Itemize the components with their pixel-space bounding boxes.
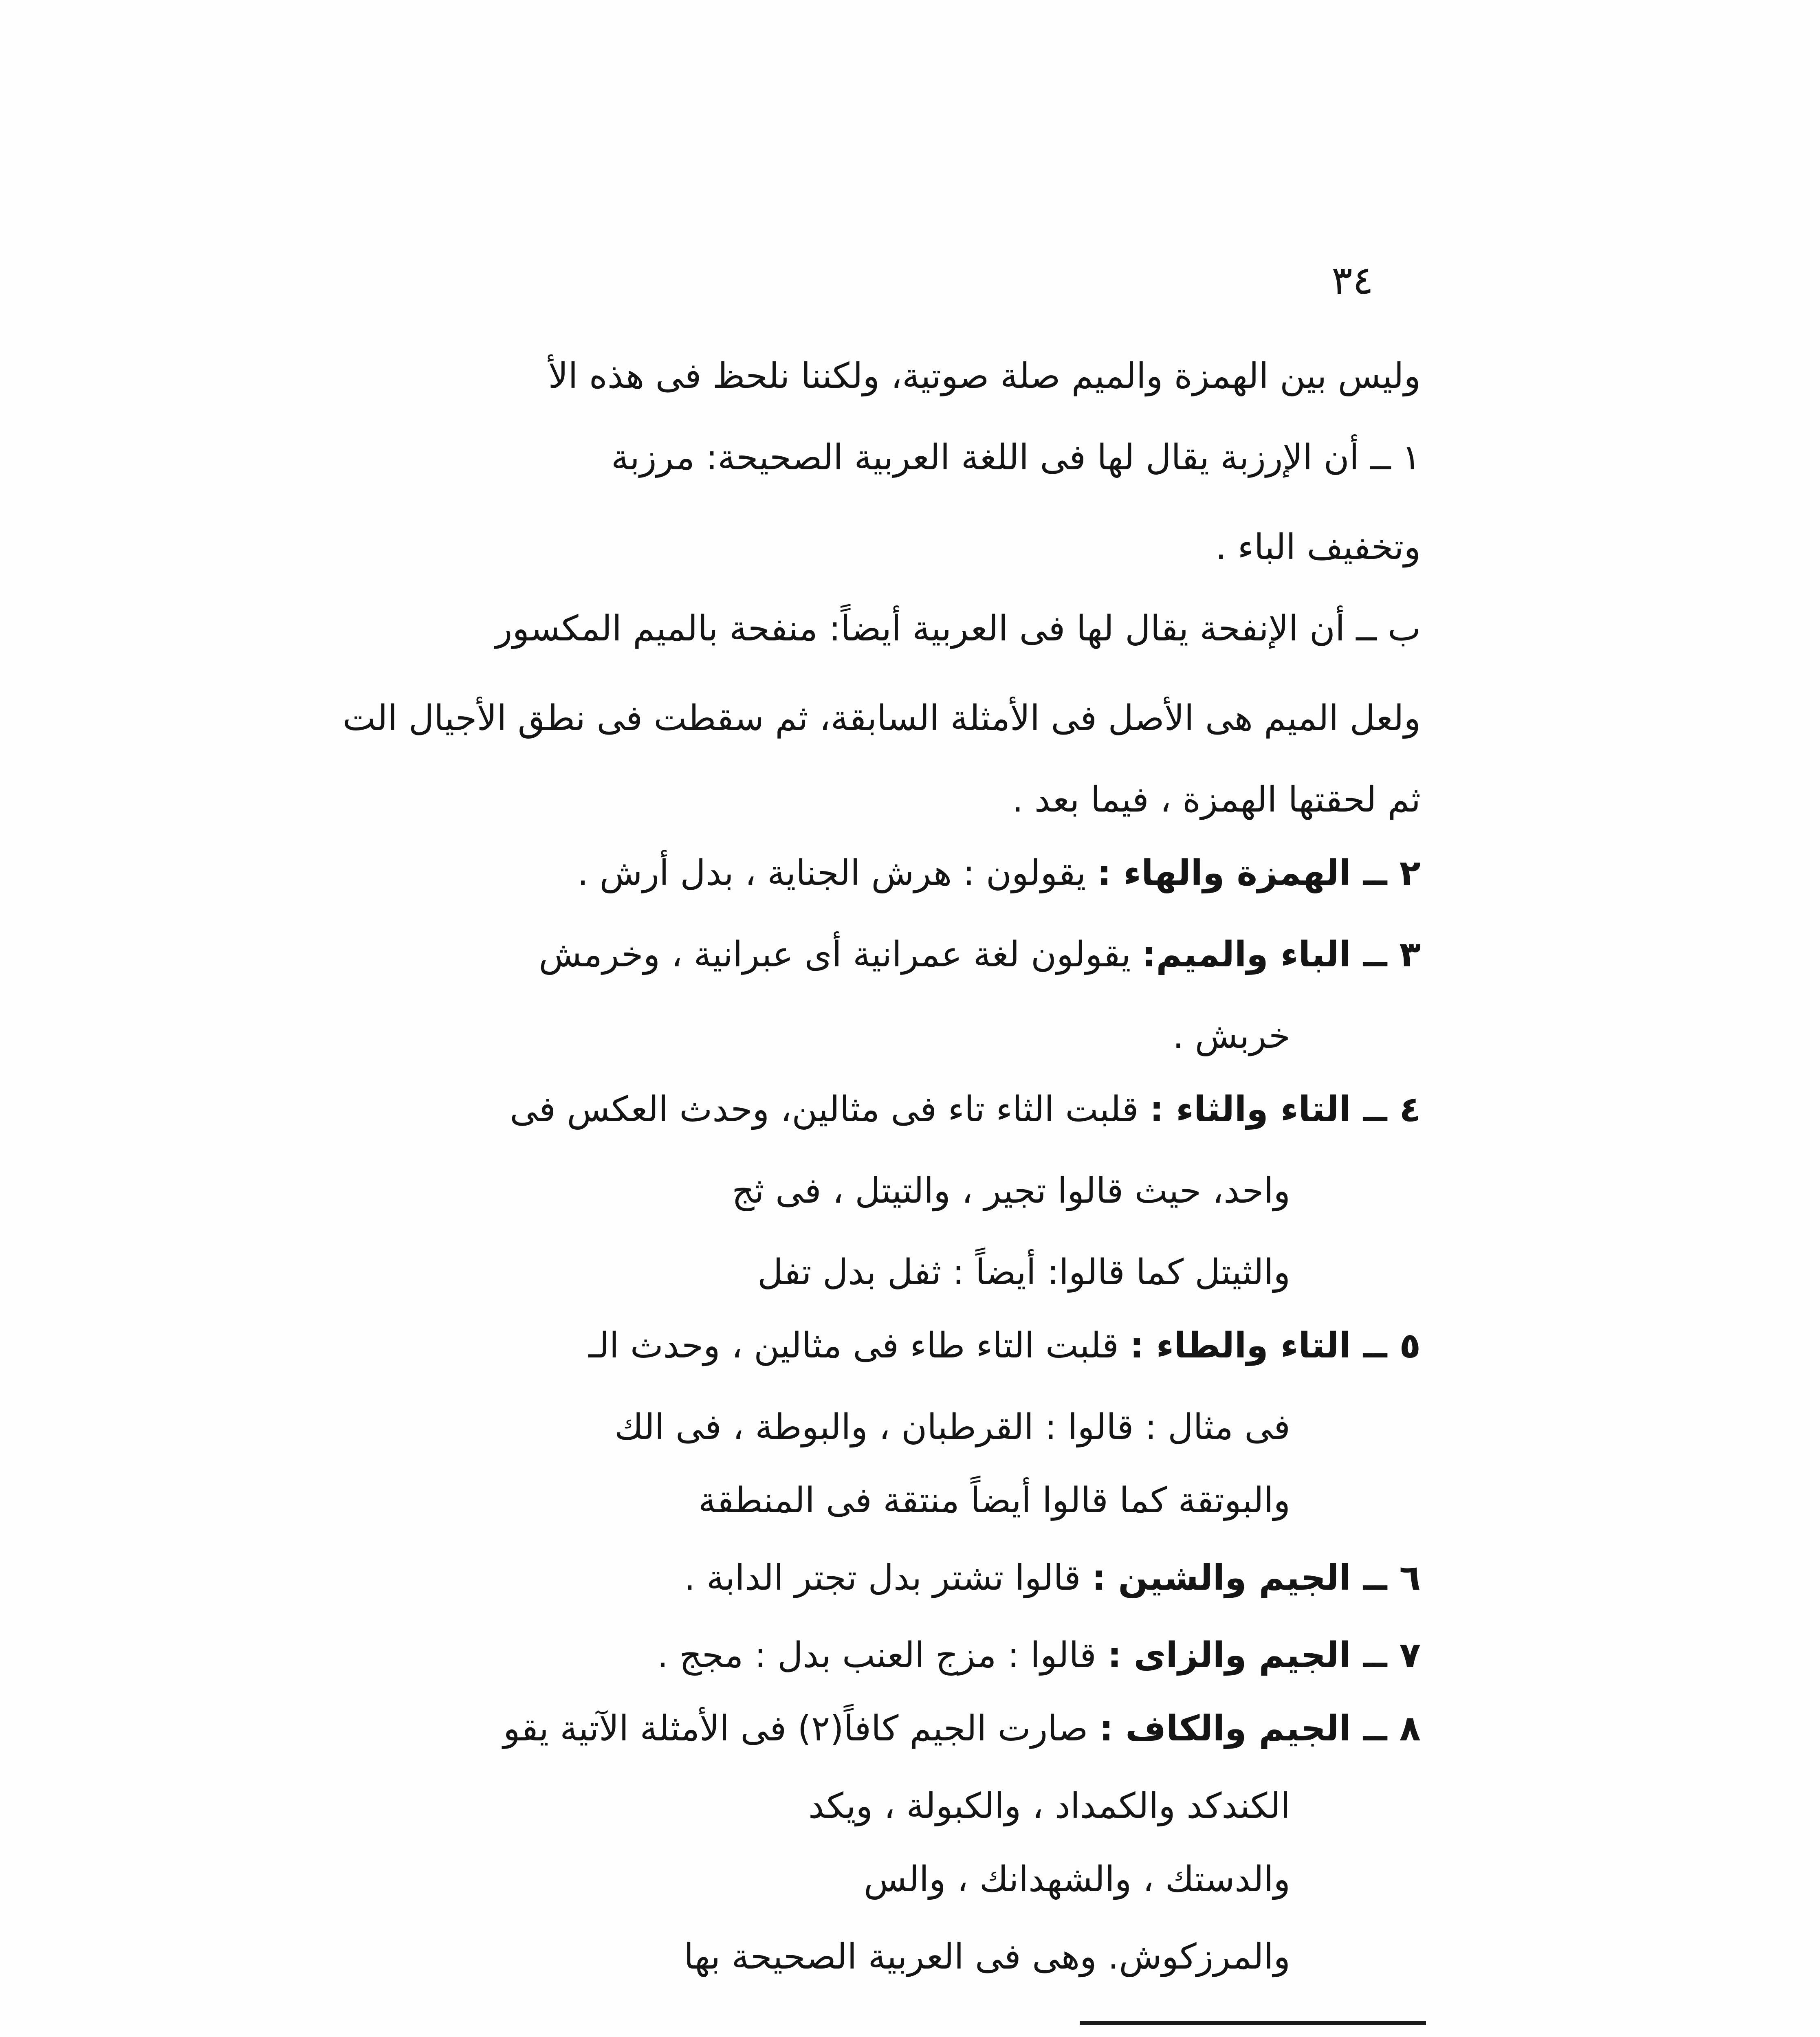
item-text: قلبت التاء طاء فى مثالين ، وحدث الـ: [588, 1325, 1119, 1366]
item-text: خربش .: [1173, 1016, 1290, 1056]
text-line: وتخفيف الباء .: [1215, 527, 1421, 568]
list-item: [353, 1708, 1421, 1749]
list-item: [223, 1936, 1290, 1977]
item-text: واحد، حيث قالوا تجير ، والتيتل ، فى ثج: [732, 1170, 1290, 1211]
list-item: [353, 1635, 1421, 1676]
list-item: [353, 1089, 1421, 1130]
item-label: ٥ ــ التاء والطاء :: [1130, 1325, 1421, 1366]
text-line: ولعل الميم هى الأصل فى الأمثلة السابقة، ثم سقطت فى نطق الأجيال الت: [342, 698, 1421, 739]
list-item: [223, 1859, 1290, 1900]
item-label: ٦ ــ الجيم والشين :: [1092, 1557, 1421, 1598]
item-text: والمرزكوش. وهى فى العربية الصحيحة بها: [684, 1936, 1290, 1977]
item-label: ٣ ــ الباء والميم:: [1142, 934, 1421, 975]
item-text: والدستك ، والشهدانك ، والس: [864, 1859, 1290, 1900]
item-label: ٨ ــ الجيم والكاف :: [1099, 1708, 1421, 1749]
item-text: قالوا تشتر بدل تجتر الدابة .: [684, 1557, 1081, 1598]
list-item: [353, 1557, 1421, 1598]
item-text: صارت الجيم كافاً(٢) فى الأمثلة الآتية يقو: [503, 1708, 1088, 1749]
item-text: يقولون لغة عمرانية أى عبرانية ، وخرمش: [539, 934, 1131, 975]
text-line: ثم لحقتها الهمزة ، فيما بعد .: [1012, 779, 1421, 820]
list-item: [223, 1018, 1290, 1054]
list-item: [223, 1480, 1290, 1521]
list-item: [353, 853, 1421, 893]
text-line: ب ــ أن الإنفحة يقال لها فى العربية أيضاً: منفحة بالميم المكسور: [495, 608, 1421, 649]
item-text: فى مثال : قالوا : القرطبان ، والبوطة ، فى الك: [614, 1407, 1290, 1447]
item-text: الكندكد والكمداد ، والكبولة ، ويكد: [808, 1786, 1290, 1826]
item-text: قلبت الثاء تاء فى مثالين، وحدث العكس فى: [510, 1089, 1139, 1130]
list-item: [223, 1252, 1290, 1293]
item-label: ٤ ــ التاء والثاء :: [1149, 1089, 1421, 1130]
page-number: ٣٤: [1331, 257, 1374, 303]
list-item: [223, 1788, 1290, 1824]
item-text: قالوا : مزج العنب بدل : مجج .: [657, 1635, 1096, 1676]
list-item: [223, 1170, 1290, 1211]
item-text: يقولون : هرش الجناية ، بدل أرش .: [577, 853, 1086, 893]
footnote-divider: [1080, 2021, 1426, 2025]
text-line: وليس بين الهمزة والميم صلة صوتية، ولكننا نلحظ فى هذه الأ: [548, 356, 1421, 396]
item-text: والثيتل كما قالوا: أيضاً : ثفل بدل تفل: [757, 1252, 1290, 1293]
item-text: والبوتقة كما قالوا أيضاً منتقة فى المنطقة: [698, 1480, 1290, 1521]
list-item: [223, 1407, 1290, 1447]
list-item: [353, 1325, 1421, 1366]
item-label: ٢ ــ الهمزة والهاء :: [1097, 853, 1421, 893]
text-line: ١ ــ أن الإرزبة يقال لها فى اللغة العربية الصحيحة: مرزبة: [611, 437, 1421, 478]
list-item: [353, 934, 1421, 975]
item-label: ٧ ــ الجيم والزاى :: [1107, 1635, 1421, 1676]
